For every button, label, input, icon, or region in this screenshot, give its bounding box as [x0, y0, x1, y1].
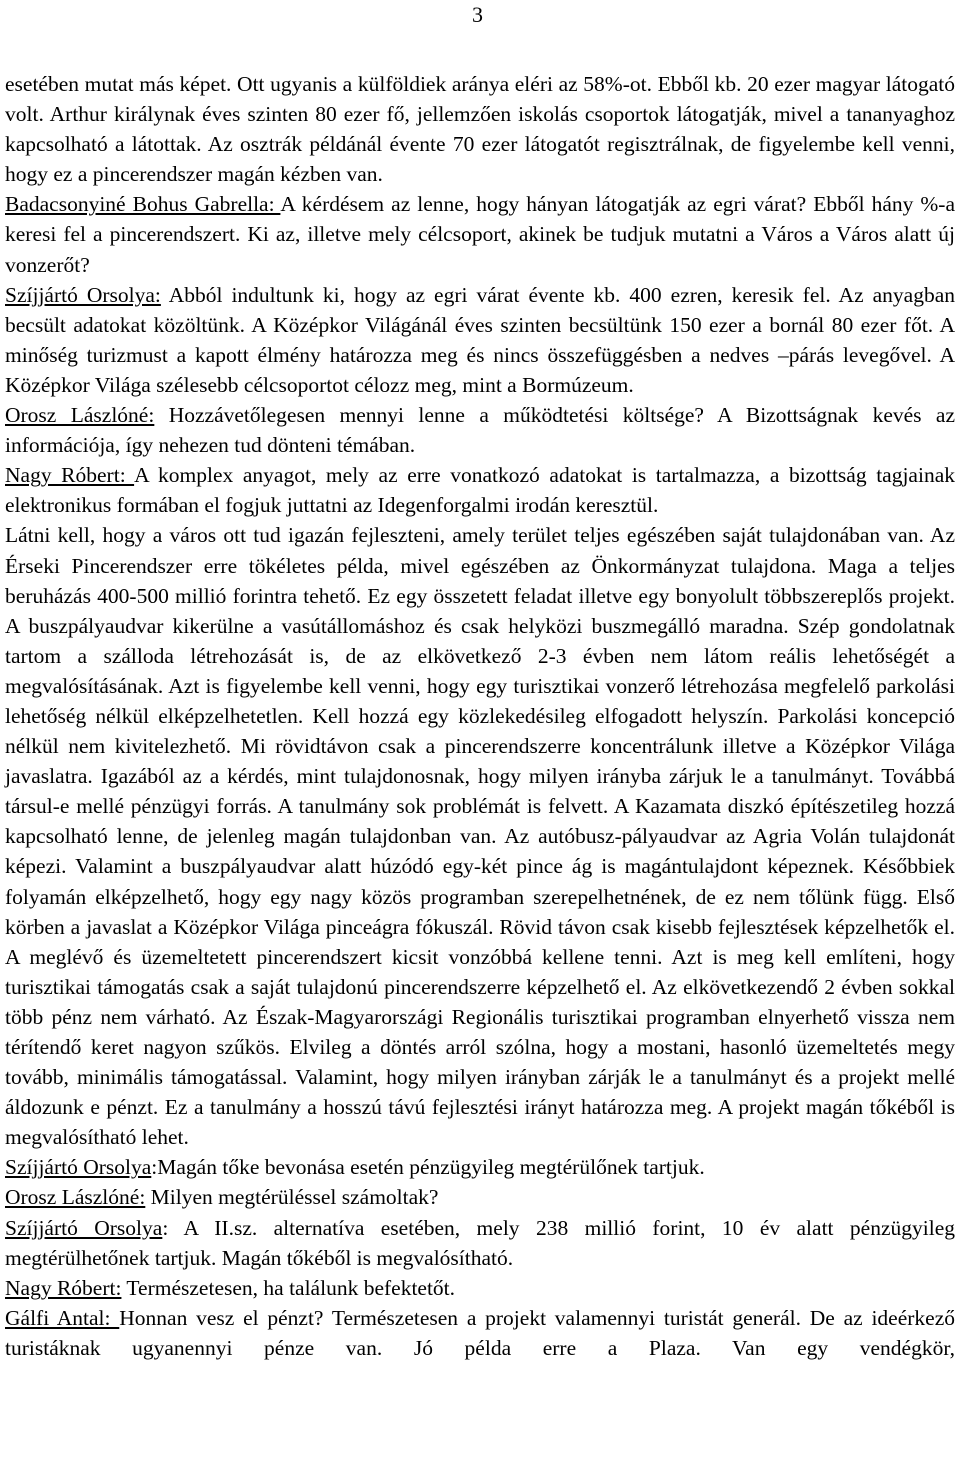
paragraph-0 [5, 69, 955, 189]
paragraph-text: :Magán tőke bevonása esetén pénzügyileg megtérülőnek tartjuk. [151, 1155, 705, 1180]
paragraph-10 [5, 1303, 955, 1363]
paragraph-4 [5, 460, 955, 520]
paragraph-text: Abból indultunk ki, hogy az egri várat évente kb. 400 ezren, keresik fel. Az anyagban becsült adatokat közöltünk. A Középkor Világánál éves szinten becsültünk 150 ezer a bornál 80 ezer főt. A minőség turizmust a kapott élmény határozza meg és nincs összefüggésben a nedves –párás levegővel. A Középkor Világa szélesebb célcsoportot célozz meg, mint a Bormúzeum. [5, 282, 955, 397]
speaker-name: Szíjjártó Orsolya [5, 1155, 152, 1180]
paragraph-6 [5, 1152, 955, 1182]
speaker-name: Badacsonyiné Bohus Gabrella: [5, 192, 281, 217]
paragraph-text: Honnan vesz el pénzt? Természetesen a projekt valamennyi turistát generál. De az ideérkező turistáknak ugyanennyi pénze van. Jó példa erre a Plaza. Van egy vendégkör, [5, 1305, 955, 1360]
paragraph-text: Hozzávetőlegesen mennyi lenne a működtetési költsége? A Bizottságnak kevés az információja, így nehezen tud dönteni témában. [5, 403, 956, 458]
speaker-name: Gálfi Antal: [5, 1305, 120, 1330]
paragraph-text: Természetesen, ha találunk befektetőt. [121, 1275, 456, 1300]
paragraph-text: Milyen megtérüléssel számoltak? [145, 1185, 439, 1210]
speaker-name: Szíjjártó Orsolya: [5, 282, 161, 307]
paragraph-3 [5, 400, 955, 460]
speaker-name: Szíjjártó Orsolya [5, 1215, 163, 1240]
paragraph-2 [5, 280, 955, 400]
speaker-name: Orosz Lászlóné: [5, 403, 155, 428]
paragraph-8 [5, 1213, 955, 1273]
paragraph-text: esetében mutat más képet. Ott ugyanis a külföldiek aránya eléri az 58%-ot. Ebből kb. 20 ezer magyar látogató volt. Arthur királynak éves szinten 80 ezer fő, jellemzően iskolás csoportok látogatják, mivel a tananyaghoz kapcsolható a látottak. Az osztrák példánál évente 70 ezer látogatót regisztrálnak, de figyelembe kell venni, hogy ez a pincerendszer magán kézben van. [5, 72, 955, 187]
paragraph-text: A kérdésem az lenne, hogy hányan látogatják az egri várat? Ebből hány %-a keresi fel a pincerendszert. Ki az, illetve mely célcsoport, akinek be tudjuk mutatni a Város a Város alatt új vonzerőt? [5, 192, 956, 277]
paragraph-text: : A II.sz. alternatíva esetében, mely 238 millió forint, 10 év alatt pénzügyileg megtérülhetőnek tartjuk. Magán tőkéből is megvalósítható. [5, 1215, 955, 1270]
speaker-name: Orosz Lászlóné: [5, 1185, 146, 1210]
paragraph-9 [5, 1273, 955, 1303]
page-number: 3 [472, 2, 483, 27]
paragraph-5 [5, 520, 955, 1152]
speaker-name: Nagy Róbert: [5, 1275, 122, 1300]
speaker-name: Nagy Róbert: [5, 463, 135, 488]
paragraph-text: A komplex anyagot, mely az erre vonatkozó adatokat is tartalmazza, a bizottság tagjainak elektronikus formában el fogjuk juttatni az Idegenforgalmi irodán keresztül. [5, 463, 955, 518]
document-body [5, 69, 955, 1363]
paragraph-1 [5, 189, 955, 279]
paragraph-text: Látni kell, hogy a város ott tud igazán fejleszteni, amely terület teljes egészében saját tulajdonában van. Az Érseki Pincerendszer erre tökéletes példa, mivel egészében az Önkormányzat tulajdona. Maga a teljes beruházás 400-500 millió forintra tehető. Ez egy összetett feladat illetve egy bonyolult többszereplős projekt. A buszpályaudvar kikerülne a vasútállomáshoz és csak helyközi buszmegálló maradna. Szép gondolatnak tartom a szálloda létrehozását is, de az elkövetkező 2-3 évben nem látom reális lehetőségét a megvalósításának. Azt is figyelembe kell venni, hogy egy turisztikai vonzerő létrehozása megfelelő parkolási lehetőség nélkül elképzelhetetlen. Kell hozzá egy közlekedésileg elfogadott helyszín. Parkolási koncepció nélkül nem kivitelezhető. Mi rövidtávon csak a pincerendszerre koncentrálunk illetve a Középkor Világa javaslatra. Igazából az a kérdés, mint tulajdonosnak, hogy milyen irányba zárjuk le a tanulmányt. Továbbá társul-e mellé pénzügyi forrás. A tanulmány sok problémát is felvett. A Kazamata diszkó építészetileg hozzá kapcsolható lenne, de jelenleg magán tulajdonban van. Az autóbusz-pályaudvar az Agria Volán tulajdonát képezi. Valamint a buszpályaudvar alatt húzódó egy-két pince ág is magántulajdont képeznek. Későbbiek folyamán elképzelhető, hogy egy nagy közös programban szerepelhetnének, de ez nem tőlünk függ. Első körben a javaslat a Középkor Világa pinceágra fókuszál. Rövid távon csak kisebb fejlesztések képzelhetők el. A meglévő és üzemeltetett pincerendszert kicsit vonzóbbá kellene tenni. Azt is meg kell említeni, hogy turisztikai támogatás csak a saját tulajdonú pincerendszerre képzelhető el. Az elkövetkezendő 2 évben sokkal több pénz nem várható. Az Észak-Magyarországi Regionális turisztikai programban elnyerhető vissza nem térítendő keret nagyon szűkös. Elvileg a döntés arról szólna, hogy a mostani, hasonló üzemeltetés megy tovább, minimális támogatással. Valamint, hogy milyen irányban zárják le a tanulmányt és a projekt mellé áldozunk e pénzt. Ez a tanulmány a hosszú távú fejlesztési irányt határozza meg. A projekt magán tőkéből is megvalósítható lehet. [5, 523, 955, 1150]
paragraph-7 [5, 1182, 955, 1212]
